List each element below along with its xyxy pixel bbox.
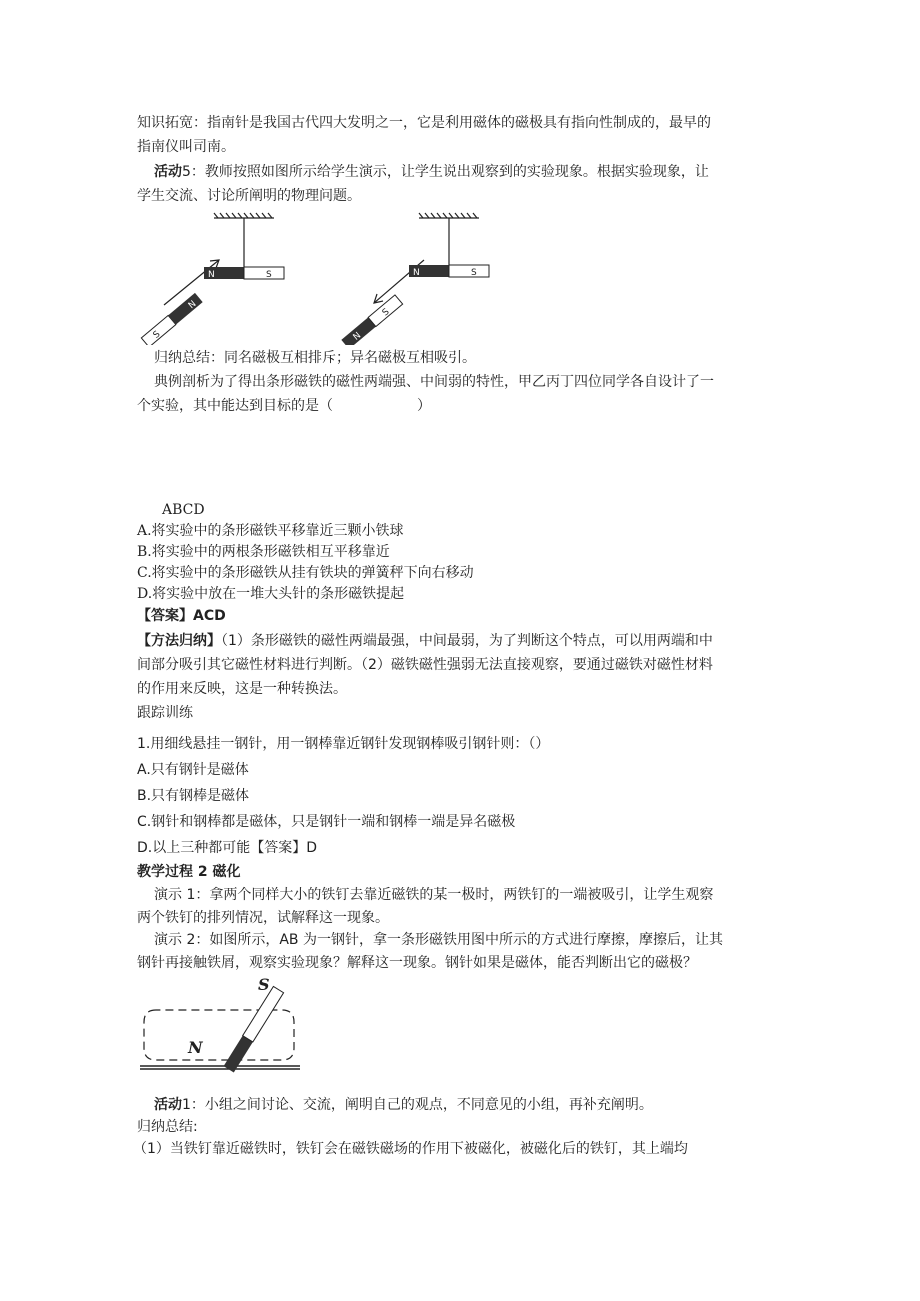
example-option-c: C.将实验中的条形磁铁从挂有铁块的弹簧秤下向右移动 bbox=[137, 565, 474, 581]
demo1-line-2: 两个铁钉的排列情况，试解释这一现象。 bbox=[137, 910, 389, 926]
method-line-2: 间部分吸引其它磁性材料进行判断。（2）磁铁磁性强弱无法直接观察，要通过磁铁对磁性材料 bbox=[137, 657, 713, 673]
example-line-1: 典例剖析为了得出条形磁铁的磁性两端强、中间弱的特性，甲乙丙丁四位同学各自设计了一 bbox=[154, 374, 714, 390]
suspended-pole-s-label: S bbox=[266, 270, 272, 280]
knowledge-line-1: 知识拓宽：指南针是我国古代四大发明之一，它是利用磁体的磁极具有指向性制成的，最早的 bbox=[137, 115, 711, 131]
options-abcd: ABCD bbox=[162, 502, 205, 518]
approaching-magnet-s-half bbox=[141, 315, 176, 345]
method-line-1 bbox=[137, 631, 713, 651]
suspended-magnet-s-half bbox=[244, 267, 284, 279]
summary2-title: 归纳总结: bbox=[137, 1119, 198, 1135]
example-option-b: B.将实验中的两根条形磁铁相互平移靠近 bbox=[137, 544, 390, 560]
demo2-line-2: 钢针再接触铁屑，观察实验现象？解释这一现象。钢针如果是磁体，能否判断出它的磁极？ bbox=[137, 955, 697, 971]
activity5-line-2: 学生交流、讨论所阐明的物理问题。 bbox=[137, 188, 361, 204]
method-label: 【方法归纳】 bbox=[137, 633, 221, 649]
tracking-title: 跟踪训练 bbox=[137, 705, 193, 721]
example-line-2: 个实验，其中能达到目标的是（ ） bbox=[137, 398, 431, 414]
summary2-line-1: （1）当铁钉靠近磁铁时，铁钉会在磁铁磁场的作用下被磁化，被磁化后的铁钉，其上端均 bbox=[133, 1141, 688, 1157]
figure2-pole-n-label: N bbox=[188, 1038, 203, 1057]
knowledge-line-2: 指南仪叫司南。 bbox=[137, 139, 235, 155]
example-answer: 【答案】ACD bbox=[137, 608, 226, 624]
activity5-line-1 bbox=[154, 162, 709, 182]
approaching-pole-n-label: N bbox=[186, 299, 199, 312]
activity1-line bbox=[154, 1095, 653, 1115]
demo1-line-1: 演示 1：拿两个同样大小的铁钉去靠近磁铁的某一极时，两铁钉的一端被吸引，让学生观察 bbox=[154, 887, 714, 903]
activity1-text: 1：小组之间讨论、交流，阐明自己的观点，不同意见的小组，再补充阐明。 bbox=[182, 1097, 653, 1113]
approaching-pole-s-label: S bbox=[151, 329, 163, 341]
activity1-label: 活动 bbox=[154, 1097, 182, 1113]
suspended-magnet-2-s-half bbox=[449, 265, 489, 277]
approaching-2-pole-s-label: S bbox=[380, 307, 392, 319]
example-option-a: A.将实验中的条形磁铁平移靠近三颗小铁球 bbox=[137, 523, 404, 539]
magnetization-figure bbox=[134, 970, 309, 1078]
tracking-option-b: B.只有钢棒是磁体 bbox=[137, 788, 250, 804]
demo2-line-1: 演示 2：如图所示，AB 为一钢针，拿一条形磁铁用图中所示的方式进行摩擦，摩擦后，让其 bbox=[154, 932, 723, 948]
tracking-option-a: A.只有钢针是磁体 bbox=[137, 762, 249, 778]
example-option-d: D.将实验中放在一堆大头针的条形磁铁提起 bbox=[137, 586, 405, 602]
suspended-2-pole-n-label: N bbox=[413, 268, 420, 278]
tracking-option-c: C.钢针和钢棒都是磁体，只是钢针一端和钢棒一端是异名磁极 bbox=[137, 814, 516, 830]
tracking-option-d: D.以上三种都可能【答案】D bbox=[137, 840, 318, 856]
process2-title: 教学过程 2 磁化 bbox=[137, 864, 241, 880]
approaching-2-pole-n-label: N bbox=[351, 330, 364, 343]
figure2-pole-s-label: S bbox=[258, 975, 270, 994]
bar-magnet-s-end bbox=[243, 986, 284, 1042]
method-text-1: （1）条形磁铁的磁性两端最强，中间最弱，为了判断这个特点，可以用两端和中 bbox=[221, 633, 713, 649]
activity5-label: 活动 bbox=[154, 164, 182, 180]
method-line-3: 的作用来反映，这是一种转换法。 bbox=[137, 681, 347, 697]
needle-outline bbox=[144, 1010, 294, 1060]
suspended-2-pole-s-label: S bbox=[471, 268, 477, 278]
tracking-question: 1.用细线悬挂一钢针，用一钢棒靠近钢针发现钢棒吸引钢针则：（） bbox=[137, 736, 550, 752]
summary-1: 归纳总结：同名磁极互相排斥；异名磁极互相吸引。 bbox=[154, 350, 476, 366]
bar-magnet-n-end bbox=[224, 1036, 253, 1073]
magnet-repulsion-figure bbox=[134, 210, 504, 345]
activity5-text-1: 5：教师按照如图所示给学生演示，让学生说出观察到的实验现象。根据实验现象，让 bbox=[182, 164, 709, 180]
suspended-pole-n-label: N bbox=[208, 270, 215, 280]
